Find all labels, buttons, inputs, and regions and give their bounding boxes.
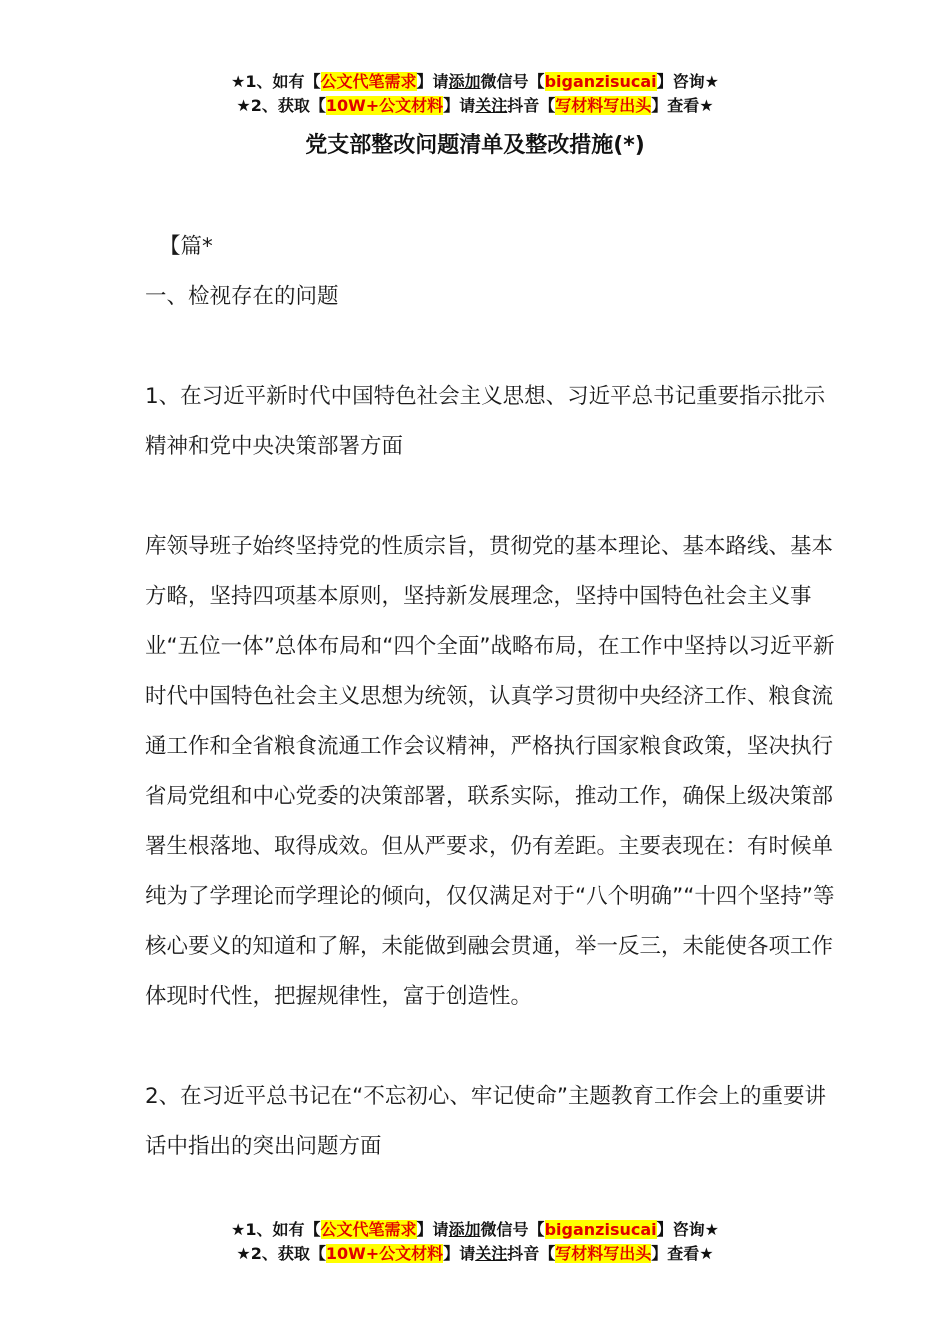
promo-underlined: 关注	[475, 96, 508, 115]
section-marker: 【篇*	[159, 234, 213, 259]
promo-text: 抖音【	[507, 1244, 556, 1263]
promo-text: 抖音【	[507, 96, 556, 115]
promo-douyin-account: 写材料写出头	[555, 1244, 652, 1263]
promo-underlined: 添加	[448, 1220, 481, 1239]
item-1-body: 库领导班子始终坚持党的性质宗旨，贯彻党的基本理论、基本路线、基本方略，坚持四项基本原则，坚持新发展理念，坚持中国特色社会主义事业“五位一体”总体布局和“四个全面”战略布局，在工作中坚持以习近平新时代中国特色社会主义思想为统领，认真学习贯彻中央经济工作、粮食流通工作和全省粮食流通工作会议精神，严格执行国家粮食政策，坚决执行省局党组和中心党委的决策部署，联系实际，推动工作，确保上级决策部署生根落地、取得成效。但从严要求，仍有差距。主要表现在：有时候单纯为了学理论而学理论的倾向，仅仅满足对于“八个明确”“十四个坚持”等核心要义的知道和了解，未能做到融会贯通，举一反三，未能使各项工作体现时代性，把握规律性，富于创造性。	[145, 534, 835, 1009]
promo-line-2	[0, 94, 950, 118]
promo-line-1	[0, 1218, 950, 1242]
promo-text: ★2、获取【	[236, 96, 326, 115]
promo-underlined: 关注	[475, 1244, 508, 1263]
promo-text: 】请	[443, 1244, 476, 1263]
promo-text: 】咨询★	[656, 72, 719, 91]
promo-text: ★1、如有【	[231, 1220, 321, 1239]
promo-text: 微信号【	[480, 1220, 545, 1239]
promo-text: ★1、如有【	[231, 72, 321, 91]
item-1-title: 1、在习近平新时代中国特色社会主义思想、习近平总书记重要指示批示精神和党中央决策部署方面	[145, 384, 826, 459]
promo-text: 】请	[416, 1220, 449, 1239]
promo-wechat-id: biganzisucai	[544, 1220, 657, 1239]
promo-text: 】请	[416, 72, 449, 91]
item-2-title: 2、在习近平总书记在“不忘初心、牢记使命”主题教育工作会上的重要讲话中指出的突出问题方面	[145, 1084, 826, 1159]
promo-highlight: 10W+公文材料	[325, 96, 444, 115]
promo-wechat-id: biganzisucai	[544, 72, 657, 91]
promo-text: ★2、获取【	[236, 1244, 326, 1263]
promo-line-2	[0, 1242, 950, 1266]
promo-text: 微信号【	[480, 72, 545, 91]
top-promo-banner	[0, 70, 950, 118]
promo-text: 】查看★	[651, 1244, 714, 1263]
promo-highlight: 公文代笔需求	[320, 72, 417, 91]
heading-inspect-problems: 一、检视存在的问题	[145, 284, 339, 309]
promo-douyin-account: 写材料写出头	[555, 96, 652, 115]
promo-line-1	[0, 70, 950, 94]
promo-highlight: 公文代笔需求	[320, 1220, 417, 1239]
promo-text: 】查看★	[651, 96, 714, 115]
promo-underlined: 添加	[448, 72, 481, 91]
bottom-promo-banner	[0, 1218, 950, 1266]
promo-text: 】咨询★	[656, 1220, 719, 1239]
promo-highlight: 10W+公文材料	[325, 1244, 444, 1263]
promo-text: 】请	[443, 96, 476, 115]
document-title: 党支部整改问题清单及整改措施(*)	[305, 133, 645, 158]
document-body	[145, 222, 835, 1172]
